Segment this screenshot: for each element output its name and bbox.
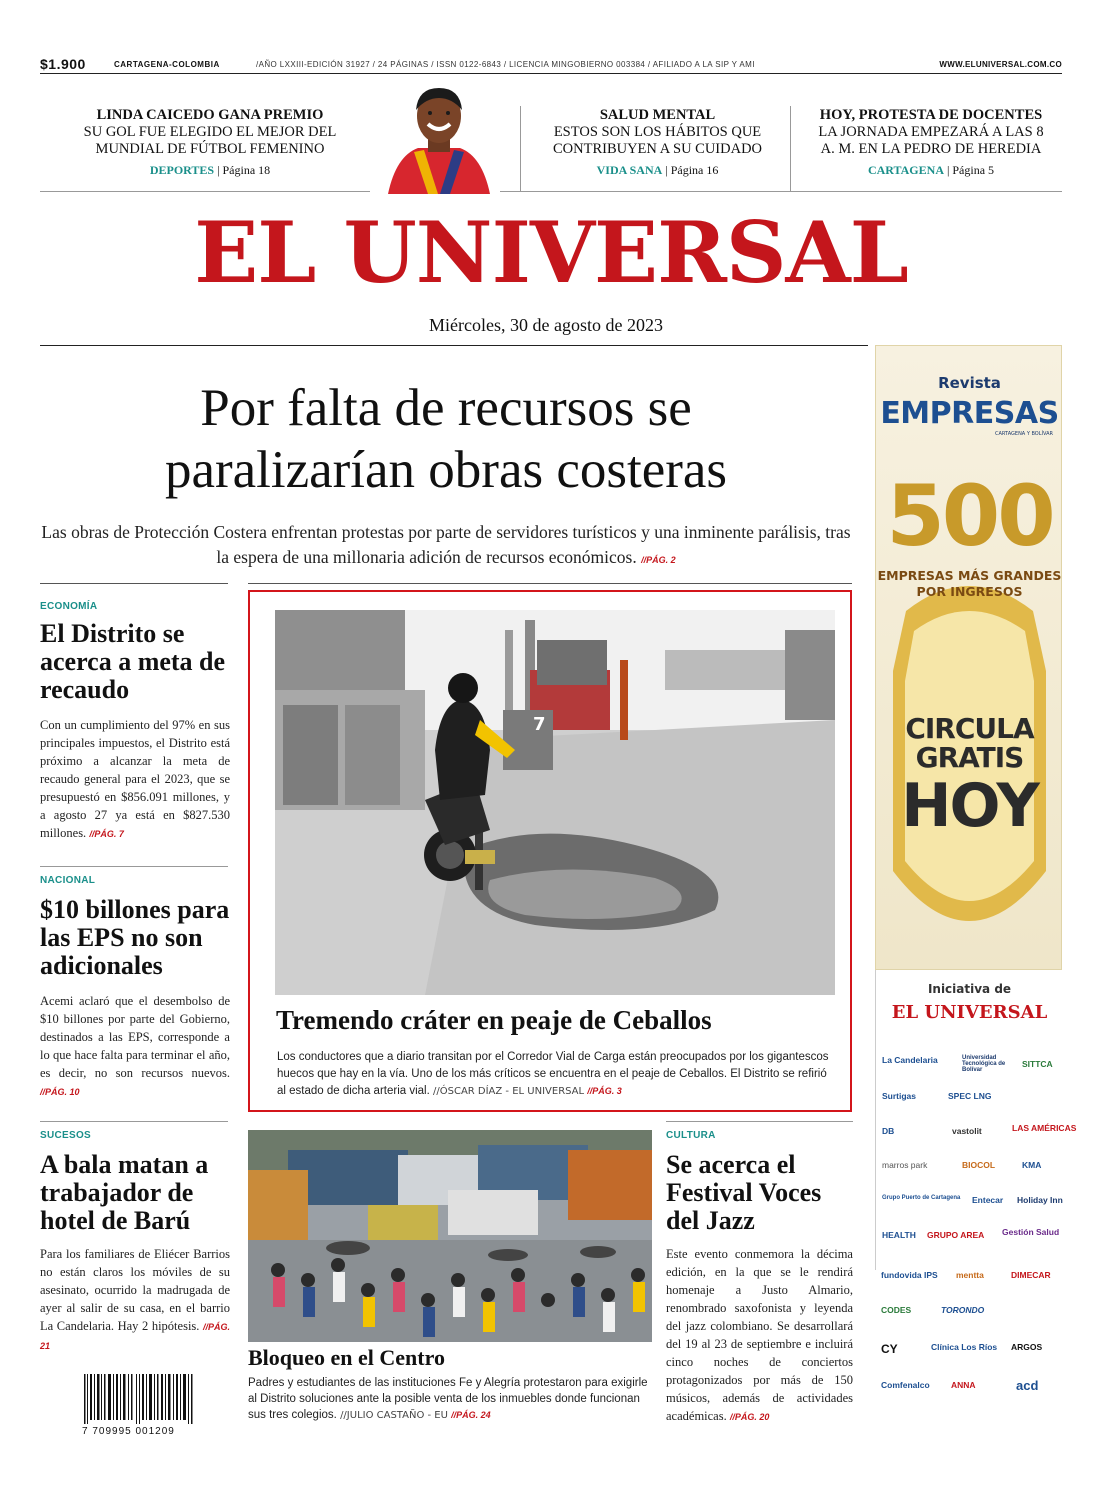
teaser-sports[interactable] xyxy=(60,107,360,158)
barcode xyxy=(82,1374,196,1436)
price: $1.900 xyxy=(40,56,86,72)
teaser-line: LA JORNADA EMPEZARÁ A LAS 8 xyxy=(818,124,1044,140)
page-reference[interactable]: //PÁG. 20 xyxy=(729,1412,770,1422)
city: CARTAGENA-COLOMBIA xyxy=(114,60,220,69)
ad-tagline-line: EMPRESAS MÁS GRANDES xyxy=(877,568,1062,583)
ad-circula-line: CIRCULA xyxy=(905,712,1034,745)
sponsor-logos xyxy=(882,1055,1077,1265)
page-reference[interactable]: //PÁG. 7 xyxy=(89,829,124,839)
masthead-rule xyxy=(40,345,868,346)
deck-text: Las obras de Protección Costera enfrentan protestas por parte de servidores turísticos y una inminente parálisis, tras la espera de una millonaria adición de recursos económicos. xyxy=(41,522,851,567)
protest-photo xyxy=(248,1130,652,1342)
booth-number: 7 xyxy=(533,714,546,735)
body-text: Para los familiares de Eliécer Barrios no están claros los móviles de su asesinato, ocurrido la madrugada de ayer al salir de su casa, en el barrio La Candelaria. Hay 2 hipótesis. xyxy=(40,1247,230,1333)
sponsor-logo: Entecar xyxy=(972,1195,1004,1205)
toll-crater-photo xyxy=(275,610,835,995)
sponsor-logo: CODES xyxy=(881,1305,912,1315)
section-label: NACIONAL xyxy=(40,875,96,886)
sponsor-logo: DIMECAR xyxy=(1011,1270,1051,1280)
sponsor-logo: Clínica Los Ríos xyxy=(931,1342,998,1352)
section-label: SUCESOS xyxy=(40,1130,92,1141)
masthead-logo[interactable]: EL UNIVERSAL xyxy=(194,203,908,302)
sponsor-logo: fundovida IPS xyxy=(881,1270,938,1280)
story-divider xyxy=(40,866,228,867)
ad-iniciativa: Iniciativa de xyxy=(927,982,1012,996)
page-reference[interactable]: //PÁG. 10 xyxy=(40,1087,80,1097)
website-link[interactable]: WWW.ELUNIVERSAL.COM.CO xyxy=(939,60,1062,69)
edition-meta: /AÑO LXXIII-EDICIÓN 31927 / 24 PÁGINAS / ISSN 0122-6843 / LICENCIA MINGOBIERNO 003384 / AFILIADO A LA SIP Y AMI xyxy=(256,60,755,69)
story-headline: $10 billones para las EPS no son adicionales xyxy=(40,895,230,980)
sponsor-logo: Gestión Salud xyxy=(1002,1227,1060,1237)
teaser-title: LINDA CAICEDO GANA PREMIO xyxy=(96,107,324,123)
story-sucesos[interactable] xyxy=(40,1130,230,1355)
sponsor-logo: Comfenalco xyxy=(881,1380,930,1390)
barcode-bars xyxy=(82,1374,196,1424)
page-label: | Página 5 xyxy=(946,163,995,177)
teaser-sports-section xyxy=(60,163,360,178)
section-label: ECONOMÍA xyxy=(40,601,98,612)
ad-subtitle: CARTAGENA Y BOLÍVAR xyxy=(995,431,1053,437)
sponsor-logo: marros park xyxy=(882,1160,928,1170)
ad-gold-panel xyxy=(875,345,1062,970)
teaser-line: CONTRIBUYEN A SU CUIDADO xyxy=(552,141,763,157)
body-text: Acemi aclaró que el desembolso de $10 billones por parte del Gobierno, destinados a las EPS, corresponde a lo que hace falta para terminar el año, es decir, no son recursos nuevos. xyxy=(40,994,230,1080)
ad-sponsors-panel xyxy=(875,970,1077,1270)
sponsor-logo: Universidad Tecnológica de Bolívar xyxy=(962,1055,1006,1073)
section-label: CULTURA xyxy=(666,1130,716,1141)
sponsor-logos-lower xyxy=(881,1270,1056,1440)
sponsor-logo: SITTCA xyxy=(1022,1059,1053,1069)
section-label: VIDA SANA xyxy=(596,163,663,177)
ad-brand: EL UNIVERSAL xyxy=(891,1002,1048,1023)
story-headline: El Distrito se acerca a meta de recaudo xyxy=(40,619,226,704)
story-divider xyxy=(666,1121,853,1122)
revista-empresas-ad[interactable] xyxy=(875,345,1077,1393)
teaser-line: A. M. EN LA PEDRO DE HEREDIA xyxy=(820,141,1042,157)
headline-line: paralizarían obras costeras xyxy=(164,441,728,499)
photo-story-headline[interactable]: Tremendo cráter en peaje de Ceballos xyxy=(276,1005,712,1035)
teaser-line: MUNDIAL DE FÚTBOL FEMENINO xyxy=(95,141,325,157)
sponsor-logo: TORONDO xyxy=(941,1305,985,1315)
lead-deck xyxy=(40,520,852,573)
ad-hoy: HOY xyxy=(901,771,1038,841)
teaser-divider xyxy=(40,191,370,192)
sponsor-logo: BIOCOL xyxy=(962,1160,996,1170)
story-body xyxy=(666,1245,853,1426)
story-divider xyxy=(40,1121,228,1122)
sponsor-logo: vastolit xyxy=(952,1126,982,1136)
page-reference[interactable]: //PÁG. 3 xyxy=(587,1086,622,1096)
toll-crater-image xyxy=(275,610,835,995)
ad-revista: Revista xyxy=(938,374,1001,392)
story-economia[interactable] xyxy=(40,601,230,843)
teaser-divider xyxy=(500,191,1062,192)
column-rule xyxy=(248,583,852,584)
teaser-cartagena-section xyxy=(800,163,1062,178)
teaser-title: SALUD MENTAL xyxy=(599,107,716,123)
story-nacional[interactable] xyxy=(40,875,230,1101)
protest-image xyxy=(248,1130,652,1342)
body-text: Con un cumplimiento del 97% en sus principales impuestos, el Distrito está próximo a alcanzar la meta de recaudo general para el 2023, que se presupuestó en $856.091 millones, y a agosto 27 ya está en $827.530 millones. xyxy=(40,718,230,840)
sponsor-logo: mentta xyxy=(956,1270,984,1280)
photo-credit: //JULIO CASTAÑO - EU xyxy=(340,1410,448,1421)
headline-line: Por falta de recursos se xyxy=(200,379,692,437)
top-strip xyxy=(40,56,1062,74)
ad-tagline-line: POR INGRESOS xyxy=(916,584,1023,599)
section-label: DEPORTES xyxy=(149,163,215,177)
page-reference[interactable]: //PÁG. 2 xyxy=(641,555,676,565)
story-body xyxy=(40,1245,230,1355)
divider xyxy=(520,106,521,192)
ad-empresas: EMPRESAS xyxy=(880,396,1059,431)
teaser-line: SU GOL FUE ELEGIDO EL MEJOR DEL xyxy=(83,124,337,140)
ad-circula xyxy=(876,714,1063,772)
sponsor-logo: HEALTH xyxy=(882,1230,916,1240)
sponsor-logo: GRUPO AREA xyxy=(927,1230,985,1240)
teaser-title: HOY, PROTESTA DE DOCENTES xyxy=(819,107,1043,123)
divider xyxy=(790,106,791,192)
teaser-line: ESTOS SON LOS HÁBITOS QUE xyxy=(553,124,762,140)
photo-story-caption xyxy=(277,1049,833,1100)
caption-text: Padres y estudiantes de las instituciones Fe y Alegría protestaron para exigirle al Distrito soluciones ante la posible venta de los inmuebles donde funcionan sus tres colegios. xyxy=(248,1377,648,1421)
teaser-cartagena[interactable] xyxy=(800,107,1062,158)
page-label: | Página 16 xyxy=(665,163,719,177)
player-photo xyxy=(378,86,500,194)
sponsor-logo: La Candelaria xyxy=(882,1055,938,1065)
edition-date: Miércoles, 30 de agosto de 2023 xyxy=(429,315,663,335)
barcode-number: 7 709995 001209 xyxy=(82,1426,175,1437)
sponsor-logo: CY xyxy=(881,1342,898,1356)
page-label: | Página 18 xyxy=(217,163,271,177)
body-text: Este evento conmemora la décima edición, en la que se le rendirá homenaje a Justo Almario, renombrado saxofonista y leyenda del jazz colombiano. Se desarrollará del 19 al 23 de septiembre e incluirá cinco noches de conciertos protagonizados por más de 150 músicos, además de actividades académicas. xyxy=(666,1247,853,1423)
lead-headline[interactable] xyxy=(40,377,852,501)
ad-gratis-line: GRATIS xyxy=(915,741,1024,774)
story-headline: Se acerca el Festival Voces del Jazz xyxy=(666,1150,822,1235)
story-body xyxy=(40,992,230,1101)
photo-credit: //ÓSCAR DÍAZ - EL UNIVERSAL xyxy=(433,1086,585,1097)
ad-500: 500 xyxy=(886,467,1053,565)
sponsor-logo: acd xyxy=(1016,1378,1039,1393)
sponsor-logo: LAS AMÉRICAS xyxy=(1012,1123,1077,1133)
bottom-story-caption xyxy=(248,1375,652,1424)
caption-text: Los conductores que a diario transitan por el Corredor Vial de Carga están preocupados por los gigantescos huecos que hay en la vía. Uno de los más críticos se encuentra en el peaje de Ceballos. El Distrito se refirió al estado de dicha arteria vial. xyxy=(277,1051,829,1097)
story-cultura[interactable] xyxy=(666,1130,853,1426)
teaser-health[interactable] xyxy=(530,107,785,158)
story-body xyxy=(40,716,230,843)
story-headline: A bala matan a trabajador de hotel de Barú xyxy=(40,1150,209,1235)
column-rule xyxy=(40,583,228,584)
section-label: CARTAGENA xyxy=(867,163,944,177)
sponsor-logo: DB xyxy=(882,1126,895,1136)
sponsor-logo: Surtigas xyxy=(882,1091,917,1101)
sponsor-logo: ARGOS xyxy=(1011,1342,1043,1352)
bottom-story-headline[interactable]: Bloqueo en el Centro xyxy=(248,1345,445,1370)
sponsor-logo: Holiday Inn xyxy=(1017,1195,1063,1205)
sponsor-logo: KMA xyxy=(1022,1160,1042,1170)
sponsor-logo: ANNA xyxy=(951,1380,976,1390)
sponsor-logo: SPEC LNG xyxy=(948,1091,992,1101)
teaser-health-section xyxy=(530,163,785,178)
ad-tagline xyxy=(876,568,1063,600)
page-reference[interactable]: //PÁG. 21 xyxy=(40,1322,230,1351)
page-reference[interactable]: //PÁG. 24 xyxy=(451,1410,491,1420)
sponsor-logo: Grupo Puerto de Cartagena xyxy=(882,1195,961,1201)
